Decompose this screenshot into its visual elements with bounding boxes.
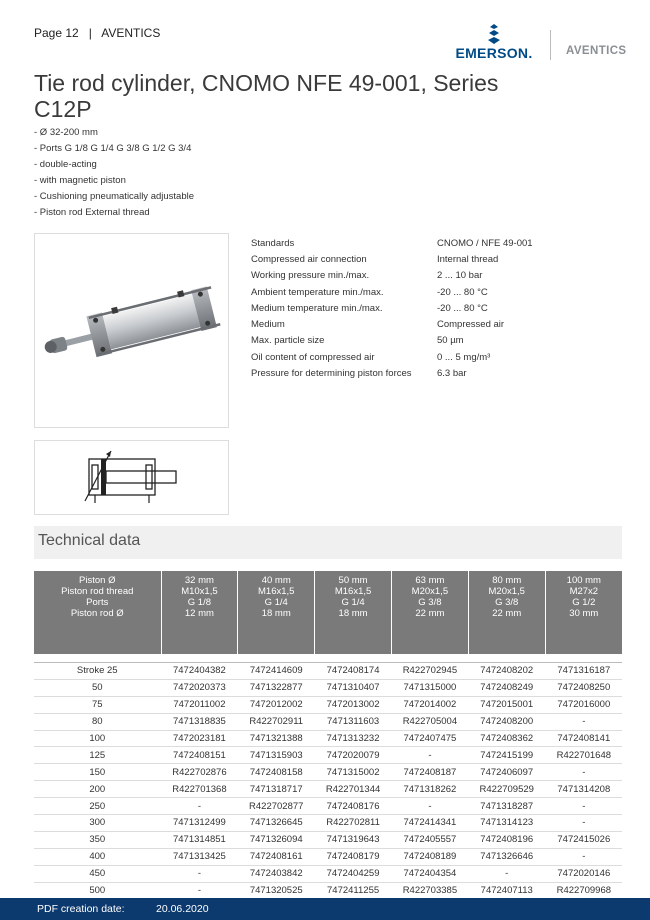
spec-row bbox=[251, 333, 533, 349]
part-number-cell: 7472014002 bbox=[391, 696, 468, 713]
emerson-mark-icon bbox=[484, 24, 504, 44]
part-number-cell: 7472012002 bbox=[238, 696, 315, 713]
header-rod: 30 mm bbox=[569, 608, 599, 619]
spacer-cell bbox=[161, 654, 238, 663]
part-number-cell: R422701368 bbox=[161, 781, 238, 798]
spec-row bbox=[251, 300, 533, 316]
header-piston: 50 mm bbox=[338, 575, 368, 586]
spec-value: Compressed air bbox=[437, 319, 505, 331]
table-row bbox=[34, 747, 622, 764]
part-number-cell: 7472408141 bbox=[545, 730, 622, 747]
header-labels-cell bbox=[34, 571, 161, 654]
spec-value: CNOMO / NFE 49-001 bbox=[437, 237, 533, 249]
feature-item: - Ports G 1/8 G 1/4 G 3/8 G 1/2 G 3/4 bbox=[34, 143, 192, 154]
header-column-5 bbox=[545, 571, 622, 654]
feature-item: - Cushioning pneumatically adjustable bbox=[34, 191, 195, 202]
part-number-cell: 7472406097 bbox=[468, 764, 545, 781]
footer-bar bbox=[0, 898, 650, 920]
header-column-0 bbox=[161, 571, 238, 654]
header-thread: M16x1,5 bbox=[258, 586, 295, 597]
feature-item: - double-acting bbox=[34, 159, 97, 170]
table-row bbox=[34, 781, 622, 798]
cylinder-symbol-icon bbox=[35, 441, 228, 514]
header-column-4 bbox=[468, 571, 545, 654]
part-number-cell: 7472407475 bbox=[391, 730, 468, 747]
stroke-cell: 200 bbox=[34, 781, 161, 798]
part-number-cell: 7471326094 bbox=[238, 831, 315, 848]
part-number-cell: - bbox=[161, 882, 238, 899]
part-number-cell: 7472408161 bbox=[238, 848, 315, 865]
header-rod: 12 mm bbox=[184, 608, 214, 619]
table-row bbox=[34, 764, 622, 781]
part-number-cell: R422702811 bbox=[315, 815, 392, 832]
header-port: G 3/8 bbox=[495, 597, 519, 608]
spacer-cell bbox=[545, 654, 622, 663]
emerson-wordmark: EMERSON. bbox=[455, 45, 533, 61]
part-number-cell: R422709529 bbox=[468, 781, 545, 798]
part-number-cell: 7471326646 bbox=[468, 848, 545, 865]
part-number-cell: 7472408174 bbox=[315, 663, 392, 680]
stroke-cell: 100 bbox=[34, 730, 161, 747]
specifications-table bbox=[251, 235, 533, 382]
table-row bbox=[34, 696, 622, 713]
header-rod: 18 mm bbox=[261, 608, 291, 619]
product-image bbox=[34, 233, 229, 428]
table-row bbox=[34, 663, 622, 680]
header-rod: 22 mm bbox=[415, 608, 445, 619]
header-brand: AVENTICS bbox=[101, 26, 161, 40]
footer-date: 20.06.2020 bbox=[156, 903, 209, 915]
header-label: Piston rod thread bbox=[61, 586, 134, 597]
part-number-cell: 7472408187 bbox=[391, 764, 468, 781]
part-number-cell: - bbox=[545, 798, 622, 815]
header-rod: 22 mm bbox=[492, 608, 522, 619]
spec-label: Pressure for determining piston forces bbox=[251, 368, 412, 380]
part-number-cell: 7471326645 bbox=[238, 815, 315, 832]
part-number-cell: 7472408202 bbox=[468, 663, 545, 680]
spec-row bbox=[251, 284, 533, 300]
spec-value: 6.3 bar bbox=[437, 368, 467, 380]
part-number-cell: 7471318262 bbox=[391, 781, 468, 798]
spacer-cell bbox=[34, 654, 161, 663]
part-number-cell: R422702945 bbox=[391, 663, 468, 680]
part-number-cell: 7471320525 bbox=[238, 882, 315, 899]
spacer-cell bbox=[391, 654, 468, 663]
spec-row bbox=[251, 235, 533, 251]
stroke-cell: 300 bbox=[34, 815, 161, 832]
header-thread: M20x1,5 bbox=[488, 586, 525, 597]
part-number-cell: R422702911 bbox=[238, 713, 315, 730]
header-port: G 1/4 bbox=[341, 597, 365, 608]
part-number-cell: 7472408362 bbox=[468, 730, 545, 747]
technical-data-section-header bbox=[34, 526, 622, 559]
part-number-cell: 7472011002 bbox=[161, 696, 238, 713]
part-number-cell: 7472408250 bbox=[545, 679, 622, 696]
part-number-cell: R422702877 bbox=[238, 798, 315, 815]
part-number-cell: 7471318835 bbox=[161, 713, 238, 730]
feature-list bbox=[34, 125, 194, 221]
stroke-cell: Stroke 25 bbox=[34, 663, 161, 680]
part-number-cell: 7472411255 bbox=[315, 882, 392, 899]
emerson-logo bbox=[452, 24, 536, 61]
spec-label: Ambient temperature min./max. bbox=[251, 286, 384, 298]
header-label: Ports bbox=[86, 597, 109, 608]
header-piston: 63 mm bbox=[415, 575, 445, 586]
spec-label: Medium bbox=[251, 319, 285, 331]
part-number-cell: 7471318287 bbox=[468, 798, 545, 815]
part-number-cell: 7472408176 bbox=[315, 798, 392, 815]
table-row bbox=[34, 730, 622, 747]
part-number-cell: 7471321388 bbox=[238, 730, 315, 747]
part-number-cell: 7472020079 bbox=[315, 747, 392, 764]
part-number-cell: 7472404382 bbox=[161, 663, 238, 680]
technical-data-table bbox=[34, 571, 622, 899]
feature-item: - Piston rod External thread bbox=[34, 207, 150, 218]
part-number-cell: R422702876 bbox=[161, 764, 238, 781]
stroke-cell: 500 bbox=[34, 882, 161, 899]
stroke-cell: 350 bbox=[34, 831, 161, 848]
table-row bbox=[34, 815, 622, 832]
footer-label: PDF creation date: bbox=[37, 903, 125, 915]
aventics-wordmark: AVENTICS bbox=[566, 45, 627, 57]
part-number-cell: 7471322877 bbox=[238, 679, 315, 696]
part-number-cell: 7471319643 bbox=[315, 831, 392, 848]
spacer-cell bbox=[468, 654, 545, 663]
table-row bbox=[34, 798, 622, 815]
header-label: Piston rod Ø bbox=[70, 608, 124, 619]
stroke-cell: 125 bbox=[34, 747, 161, 764]
part-number-cell: 7472408158 bbox=[238, 764, 315, 781]
part-number-cell: - bbox=[391, 798, 468, 815]
cylinder-illustration bbox=[35, 234, 228, 427]
part-number-cell: 7472414609 bbox=[238, 663, 315, 680]
stroke-cell: 50 bbox=[34, 679, 161, 696]
part-number-cell: - bbox=[545, 815, 622, 832]
spec-value: 0 ... 5 mg/m³ bbox=[437, 351, 491, 363]
part-number-cell: 7471315000 bbox=[391, 679, 468, 696]
feature-item: - Ø 32-200 mm bbox=[34, 127, 98, 138]
part-number-cell: 7472023181 bbox=[161, 730, 238, 747]
header-label: Piston Ø bbox=[79, 575, 116, 586]
stroke-cell: 450 bbox=[34, 865, 161, 882]
table-header-row bbox=[34, 571, 622, 654]
section-title: Technical data bbox=[38, 532, 141, 549]
header-piston: 80 mm bbox=[492, 575, 522, 586]
part-number-cell: 7471314123 bbox=[468, 815, 545, 832]
part-number-cell: R422703385 bbox=[391, 882, 468, 899]
page-title: Tie rod cylinder, CNOMO NFE 49-001, Series C12P bbox=[34, 70, 499, 122]
header-rod: 18 mm bbox=[338, 608, 368, 619]
stroke-cell: 75 bbox=[34, 696, 161, 713]
part-number-cell: 7472408200 bbox=[468, 713, 545, 730]
spec-row bbox=[251, 349, 533, 365]
header-port: G 1/8 bbox=[187, 597, 212, 608]
part-number-cell: 7471315002 bbox=[315, 764, 392, 781]
spec-value: -20 ... 80 °C bbox=[437, 286, 488, 298]
part-number-cell: 7471313232 bbox=[315, 730, 392, 747]
part-number-cell: 7471313425 bbox=[161, 848, 238, 865]
part-number-cell: 7472415199 bbox=[468, 747, 545, 764]
header-piston: 40 mm bbox=[261, 575, 291, 586]
header-separator: | bbox=[88, 26, 92, 40]
header-piston: 32 mm bbox=[184, 575, 214, 586]
header-thread: M10x1,5 bbox=[181, 586, 218, 597]
logo-divider bbox=[550, 30, 551, 60]
part-number-cell: 7472020146 bbox=[545, 865, 622, 882]
spec-label: Max. particle size bbox=[251, 335, 325, 347]
part-number-cell: 7471318717 bbox=[238, 781, 315, 798]
header-thread: M16x1,5 bbox=[334, 586, 372, 597]
part-number-cell: 7472016000 bbox=[545, 696, 622, 713]
part-number-cell: - bbox=[161, 798, 238, 815]
spec-row bbox=[251, 268, 533, 284]
part-number-cell: 7472013002 bbox=[315, 696, 392, 713]
part-number-cell: 7472407113 bbox=[468, 882, 545, 899]
header-piston: 100 mm bbox=[566, 575, 601, 586]
part-number-cell: R422701344 bbox=[315, 781, 392, 798]
header-column-1 bbox=[238, 571, 315, 654]
part-number-cell: 7472404354 bbox=[391, 865, 468, 882]
part-number-cell: 7472408189 bbox=[391, 848, 468, 865]
spec-row bbox=[251, 251, 533, 267]
table-row bbox=[34, 679, 622, 696]
part-number-cell: - bbox=[545, 713, 622, 730]
part-number-cell: 7472403842 bbox=[238, 865, 315, 882]
part-number-cell: 7472404259 bbox=[315, 865, 392, 882]
part-number-cell: - bbox=[161, 865, 238, 882]
spacer-cell bbox=[315, 654, 392, 663]
part-number-cell: - bbox=[545, 848, 622, 865]
header-port: G 3/8 bbox=[418, 597, 442, 608]
part-number-cell: 7471314208 bbox=[545, 781, 622, 798]
part-number-cell: R422705004 bbox=[391, 713, 468, 730]
spacer-cell bbox=[238, 654, 315, 663]
part-number-cell: 7471312499 bbox=[161, 815, 238, 832]
part-number-cell: 7472408249 bbox=[468, 679, 545, 696]
header-port: G 1/4 bbox=[264, 597, 288, 608]
page-header bbox=[34, 26, 160, 40]
spec-label: Oil content of compressed air bbox=[251, 351, 375, 363]
header-port: G 1/2 bbox=[572, 597, 596, 608]
spec-label: Standards bbox=[251, 237, 295, 249]
spec-value: -20 ... 80 °C bbox=[437, 302, 488, 314]
page-number: Page 12 bbox=[34, 26, 79, 40]
header-column-3 bbox=[391, 571, 468, 654]
spec-value: Internal thread bbox=[437, 253, 499, 265]
table-row bbox=[34, 713, 622, 730]
part-number-cell: 7472020373 bbox=[161, 679, 238, 696]
spec-row bbox=[251, 365, 533, 381]
part-number-cell: 7472405557 bbox=[391, 831, 468, 848]
part-number-cell: 7472408179 bbox=[315, 848, 392, 865]
spec-value: 50 µm bbox=[437, 335, 464, 347]
part-number-cell: R422709968 bbox=[545, 882, 622, 899]
part-number-cell: - bbox=[468, 865, 545, 882]
feature-item: - with magnetic piston bbox=[34, 175, 126, 186]
table-row bbox=[34, 882, 622, 899]
part-number-cell: - bbox=[545, 764, 622, 781]
part-number-cell: 7472015001 bbox=[468, 696, 545, 713]
spec-value: 2 ... 10 bar bbox=[437, 270, 483, 282]
header-thread: M27x2 bbox=[569, 586, 599, 597]
table-row bbox=[34, 848, 622, 865]
part-number-cell: 7471311603 bbox=[315, 713, 392, 730]
part-number-cell: R422701648 bbox=[545, 747, 622, 764]
pneumatic-symbol bbox=[34, 440, 229, 515]
spec-row bbox=[251, 316, 533, 332]
stroke-cell: 80 bbox=[34, 713, 161, 730]
spec-label: Working pressure min./max. bbox=[251, 270, 370, 282]
part-number-cell: 7471310407 bbox=[315, 679, 392, 696]
part-number-cell: 7472408151 bbox=[161, 747, 238, 764]
stroke-cell: 150 bbox=[34, 764, 161, 781]
part-number-cell: 7471316187 bbox=[545, 663, 622, 680]
part-number-cell: 7472415026 bbox=[545, 831, 622, 848]
spacer-row bbox=[34, 654, 622, 663]
table-row bbox=[34, 831, 622, 848]
part-number-cell: - bbox=[391, 747, 468, 764]
part-number-cell: 7472408196 bbox=[468, 831, 545, 848]
table-row bbox=[34, 865, 622, 882]
stroke-cell: 400 bbox=[34, 848, 161, 865]
spec-label: Compressed air connection bbox=[251, 253, 367, 265]
header-thread: M20x1,5 bbox=[411, 586, 449, 597]
part-number-cell: 7471315903 bbox=[238, 747, 315, 764]
header-column-2 bbox=[315, 571, 392, 654]
part-number-cell: 7472414341 bbox=[391, 815, 468, 832]
stroke-cell: 250 bbox=[34, 798, 161, 815]
part-number-cell: 7471314851 bbox=[161, 831, 238, 848]
spec-label: Medium temperature min./max. bbox=[251, 302, 383, 314]
